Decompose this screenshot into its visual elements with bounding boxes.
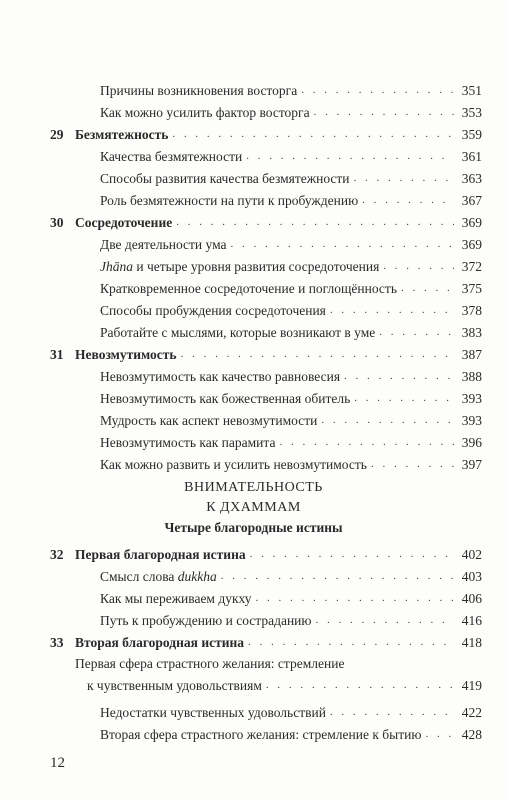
toc-entry-title: Способы развития качества безмятежности [100,171,350,186]
toc-entry-page: 403 [461,569,482,584]
dot-leader [362,195,454,206]
toc-entry-page: 361 [461,149,482,164]
toc-entry-page: 397 [461,457,482,472]
toc-entry-title: Как можно усилить фактор восторга [100,105,310,120]
chapter-title: Невозмутимость [75,347,177,362]
dot-leader [344,371,454,382]
toc-entry-page: 419 [461,678,482,693]
dot-leader [316,615,455,626]
toc-entry [50,253,482,275]
toc-entry-page: 393 [461,413,482,428]
toc-chapter [50,121,482,143]
toc-entry [50,319,482,341]
chapter-title: Сосредоточение [75,215,173,230]
toc-entry-title: Мудрость как аспект невозмутимости [100,413,318,428]
dot-leader [176,217,454,228]
toc-entry-page: 351 [461,83,482,98]
dot-leader [172,129,454,140]
toc-entry-multiline [50,656,482,694]
toc-entry-title [100,259,379,275]
toc-entry [50,143,482,165]
toc-entry [50,99,482,121]
dot-leader [250,549,454,560]
toc-chapter [50,341,482,363]
section-heading-line2: К ДХАММАМ [206,500,301,515]
toc-entry-title: Вторая сфера страстного желания: стремление к бытию [100,727,422,742]
toc-entry [50,585,482,607]
toc-entry-page: 369 [461,215,482,230]
dot-leader [248,637,454,648]
toc-entry-page: 422 [461,705,482,720]
toc-entry-title-line1: Первая сфера страстного желания: стремление [75,656,345,671]
toc-entry-page: 393 [461,391,482,406]
toc-entry-title: Невозмутимость как парамита [100,435,276,450]
toc-entry-page: 388 [461,369,482,384]
toc-entry-page: 406 [461,591,482,606]
toc-entry-title: Качества безмятежности [100,149,243,164]
toc-entry-title: Невозмутимость как божественная обитель [100,391,351,406]
section-subheading: Четыре благородные истины [164,520,343,535]
toc-entry-page: 396 [461,435,482,450]
toc-entry-page: 378 [461,303,482,318]
toc-entry-page: 428 [461,727,482,742]
toc-entry [50,563,482,585]
toc-entry [50,187,482,209]
dot-leader [321,415,454,426]
toc-entry-title: Способы пробуждения сосредоточения [100,303,326,318]
toc-entry-page: 363 [461,171,482,186]
pali-term: dukkha [177,569,217,584]
dot-leader [266,680,454,691]
dot-leader [221,571,454,582]
chapter-number: 29 [50,127,64,142]
dot-leader [314,107,454,118]
toc-entry-title-line2: к чувственным удовольствиям [87,678,262,693]
toc-entry-title: Как можно развить и усилить невозмутимость [100,457,367,472]
section-heading-line1: ВНИМАТЕЛЬНОСТЬ [184,480,323,495]
toc-entry-page: 359 [461,127,482,142]
toc-entry-page: 416 [461,613,482,628]
toc-entry [50,385,482,407]
toc-entry-page: 369 [461,237,482,252]
toc-entry-page: 367 [461,193,482,208]
toc-entry [50,363,482,385]
dot-leader [330,707,454,718]
toc-entry-page: 383 [461,325,482,340]
page-number: 12 [50,755,65,771]
chapter-number: 33 [50,635,64,650]
dot-leader [256,593,454,604]
chapter-number: 31 [50,347,64,362]
toc-entry-page: 418 [461,635,482,650]
chapter-title: Вторая благородная истина [75,635,245,650]
dot-leader [379,327,454,338]
toc-entry-page: 375 [461,281,482,296]
toc-entry-title: Причины возникновения восторга [100,83,298,98]
toc-entry-page: 353 [461,105,482,120]
toc-entry [50,451,482,473]
dot-leader [354,393,454,404]
toc-entry-title: Две деятельности ума [100,237,227,252]
dot-leader [425,729,454,740]
toc-entry [50,297,482,319]
toc-entry [50,699,482,721]
toc-entry-page: 402 [461,547,482,562]
toc-entry-title: Работайте с мыслями, которые возникают в уме [100,325,376,340]
toc-entry-title-start: Смысл слова [100,569,178,584]
dot-leader [279,437,454,448]
toc-entry-title: Как мы переживаем дукху [100,591,252,606]
toc-entry-title: Кратковременное сосредоточение и поглощённость [100,281,397,296]
toc-entry-page: 372 [461,259,482,274]
toc-entry [50,429,482,451]
toc-entry-page: 387 [461,347,482,362]
dot-leader [354,173,454,184]
chapter-title: Первая благородная истина [75,547,246,562]
toc-entry [50,607,482,629]
dot-leader [401,283,454,294]
toc-entry-title-rest: и четыре уровня развития сосредоточения [133,259,380,274]
dot-leader [301,85,454,96]
toc-entry-title [100,569,217,585]
chapter-number: 32 [50,547,64,562]
toc-entry-title: Путь к пробуждению и состраданию [100,613,312,628]
toc-entry-title: Невозмутимость как качество равновесия [100,369,341,384]
toc-entry [50,77,482,99]
toc-chapter [50,541,482,563]
pali-term: Jhāna [100,259,133,274]
toc-entry-title: Недостатки чувственных удовольствий [100,705,326,720]
dot-leader [371,459,454,470]
chapter-number: 30 [50,215,64,230]
toc-chapter [50,209,482,231]
toc-entry-title: Роль безмятежности на пути к пробуждению [100,193,359,208]
chapter-title: Безмятежность [75,127,169,142]
toc-chapter [50,629,482,651]
toc-entry [50,275,482,297]
dot-leader [383,261,454,272]
toc-entry [50,231,482,253]
toc-entry [50,165,482,187]
dot-leader [231,239,454,250]
toc-entry [50,407,482,429]
dot-leader [181,349,454,360]
toc-entry [50,721,482,743]
dot-leader [330,305,454,316]
dot-leader [246,151,454,162]
